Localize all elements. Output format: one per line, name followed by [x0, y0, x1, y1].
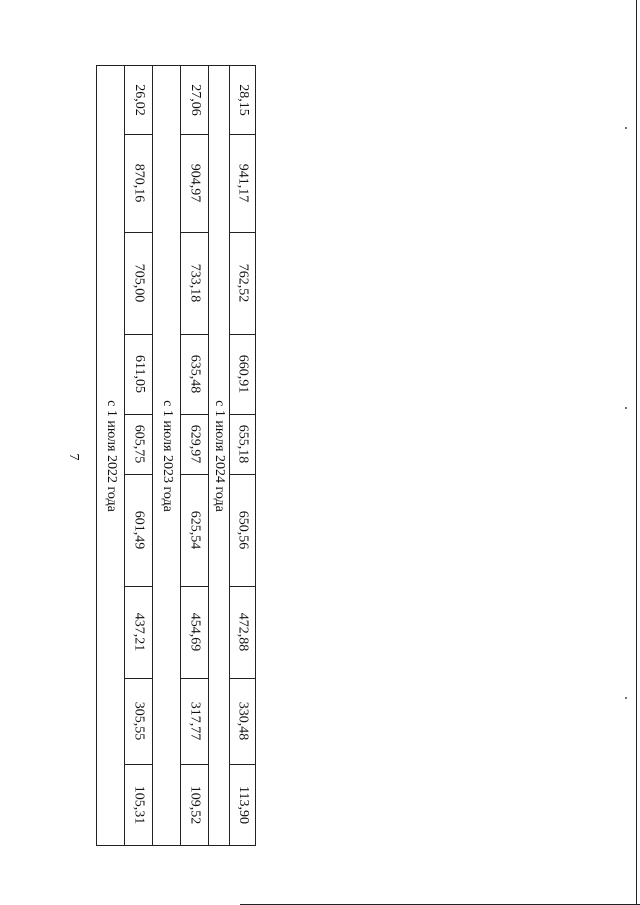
page-number: 7 [66, 453, 81, 461]
section-values-row [230, 66, 255, 845]
tariff-table [96, 65, 256, 846]
section-values-row [125, 66, 152, 845]
table-cell: 733,18 [187, 263, 203, 303]
table-cell: 650,56 [235, 510, 251, 550]
table-cell: 904,97 [187, 163, 203, 203]
table-cell: 655,18 [235, 424, 251, 464]
table-cell: 625,54 [187, 510, 203, 550]
table-cell: 941,17 [235, 163, 251, 203]
scan-speck [625, 407, 627, 409]
page-edge-right [636, 0, 637, 905]
table-cell: 105,31 [131, 785, 147, 824]
table-cell: 762,52 [235, 263, 251, 303]
table-cell: 660,91 [235, 354, 251, 394]
table-cell: 635,48 [187, 354, 203, 394]
table-cell: 113,90 [235, 785, 251, 824]
table-cell: 611,05 [131, 355, 147, 393]
table-cell: 605,75 [131, 424, 147, 464]
table-cell: 28,15 [235, 84, 251, 116]
table-cell: 870,16 [131, 163, 147, 203]
table-cell: 705,00 [131, 263, 147, 303]
table-cell: 317,77 [187, 701, 203, 741]
table-cell: 437,21 [131, 612, 147, 652]
table-cell: 601,49 [131, 510, 147, 550]
section-header: с 1 июля 2023 года [159, 399, 175, 512]
section-header: с 1 июля 2024 года [212, 399, 228, 512]
table-cell: 109,52 [187, 785, 203, 824]
table-cell: 305,55 [131, 701, 147, 741]
table-cell: 330,48 [235, 701, 251, 741]
table-cell: 26,02 [131, 84, 147, 116]
scan-speck [625, 127, 627, 129]
table-cell: 454,69 [187, 612, 203, 652]
section-values-row [181, 66, 208, 845]
table-cell: 629,97 [187, 424, 203, 464]
table-cell: 472,88 [235, 612, 251, 652]
scan-speck [625, 697, 627, 699]
table-cell: 27,06 [187, 84, 203, 116]
section-header: с 1 июля 2022 года [103, 399, 119, 512]
